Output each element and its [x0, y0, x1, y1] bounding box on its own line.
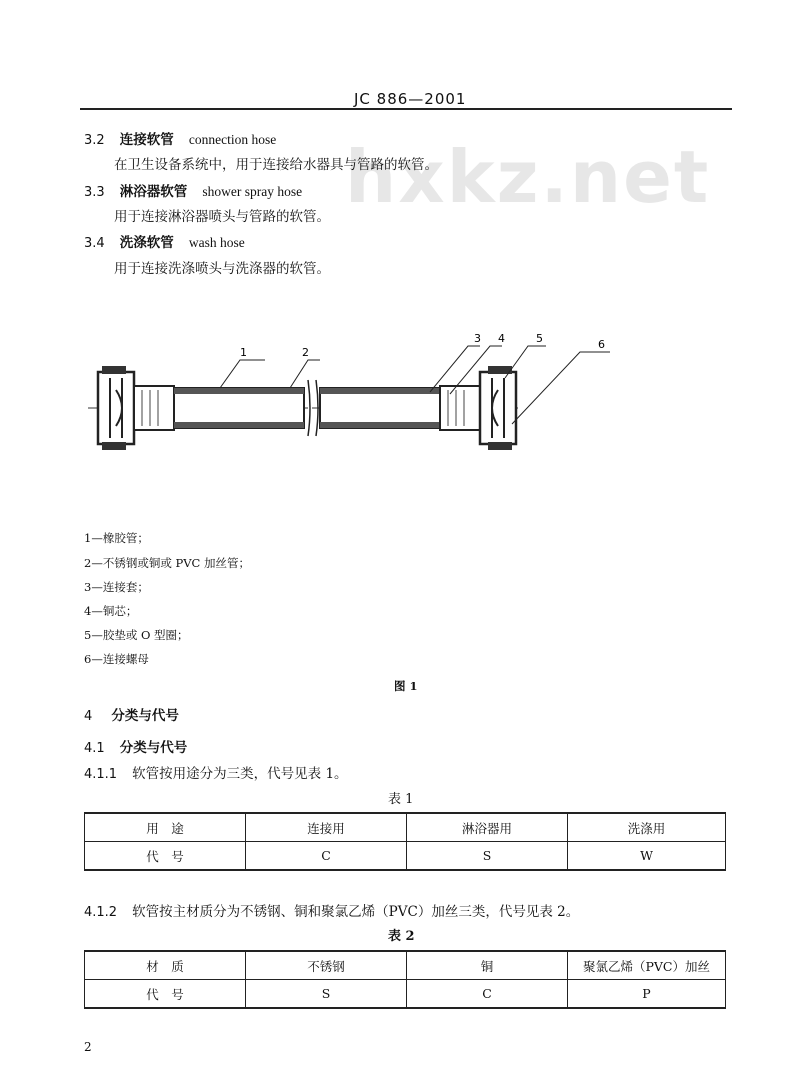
- section-3-2-heading: [84, 128, 276, 148]
- clause-title: 分类与代号: [119, 740, 188, 756]
- legend-item: 3—连接套；: [84, 580, 149, 594]
- callout-2: 2: [302, 346, 309, 359]
- table-cell: 洗涤用: [568, 813, 726, 842]
- table-cell: 不锈钢: [246, 951, 407, 980]
- table-cell: S: [246, 980, 407, 1009]
- table-cell: 淋浴器用: [407, 813, 568, 842]
- standard-code: JC 886—2001: [354, 90, 467, 108]
- callout-4: 4: [498, 332, 505, 345]
- section-title: 淋浴器软管: [119, 184, 188, 200]
- clause-number: 4.1: [84, 741, 105, 756]
- table-row: [85, 980, 726, 1009]
- header-rule: [80, 108, 732, 110]
- section-3-4-desc: 用于连接洗涤喷头与洗涤器的软管。: [114, 261, 330, 277]
- clause-4-1-heading: [84, 736, 187, 756]
- section-number: 3.4: [84, 236, 105, 251]
- section-number: 3.3: [84, 185, 105, 200]
- legend-item: 4—铜芯；: [84, 604, 138, 618]
- clause-text: 软管按主材质分为不锈钢、铜和聚氯乙烯（PVC）加丝三类，代号见表 2。: [132, 904, 580, 920]
- table-row: [85, 842, 726, 871]
- callout-6: 6: [598, 338, 605, 351]
- legend-item: 2—不锈钢或铜或 PVC 加丝管；: [84, 556, 250, 570]
- hose-right-segment: [320, 388, 440, 428]
- clause-number: 4.1.2: [84, 905, 118, 920]
- legend-item: 1—橡胶管；: [84, 531, 149, 545]
- watermark: hxkz.net: [345, 135, 711, 219]
- table-1-caption: 表 1: [388, 792, 414, 807]
- right-nut: [480, 366, 516, 450]
- table-cell: 代 号: [85, 980, 246, 1009]
- right-fitting: [440, 386, 480, 430]
- section-3-4-heading: [84, 231, 245, 251]
- table-2-caption: 表 2: [388, 929, 415, 944]
- clause-number: 4: [84, 709, 93, 724]
- section-number: 3.2: [84, 133, 105, 148]
- section-3-3-desc: 用于连接淋浴器喷头与管路的软管。: [114, 209, 330, 225]
- section-title-en: connection hose: [188, 132, 277, 147]
- table-cell: C: [246, 842, 407, 871]
- section-3-2-desc: 在卫生设备系统中，用于连接给水器具与管路的软管。: [114, 157, 438, 173]
- table-1: [84, 812, 726, 871]
- clause-4-1-1: [84, 762, 348, 782]
- page-number: 2: [84, 1040, 92, 1054]
- left-nut: [98, 366, 134, 450]
- table-cell: 聚氯乙烯（PVC）加丝: [568, 951, 726, 980]
- hose-left-segment: [174, 388, 304, 428]
- section-title-en: wash hose: [188, 235, 245, 250]
- callout-5: 5: [536, 332, 543, 345]
- section-title: 洗涤软管: [119, 235, 174, 251]
- table-cell: P: [568, 980, 726, 1009]
- hose-diagram: [80, 320, 640, 460]
- section-title: 连接软管: [119, 132, 174, 148]
- table-cell: 铜: [407, 951, 568, 980]
- callout-3: 3: [474, 332, 481, 345]
- callout-1: 1: [240, 346, 247, 359]
- table-row: [85, 951, 726, 980]
- table-cell: 连接用: [246, 813, 407, 842]
- clause-number: 4.1.1: [84, 767, 118, 782]
- table-cell: 用 途: [85, 813, 246, 842]
- table-cell: 材 质: [85, 951, 246, 980]
- section-3-3-heading: [84, 180, 302, 200]
- left-fitting: [134, 386, 174, 430]
- legend-item: 5—胶垫或 O 型圈；: [84, 628, 189, 642]
- table-cell: W: [568, 842, 726, 871]
- table-cell: 代 号: [85, 842, 246, 871]
- table-cell: C: [407, 980, 568, 1009]
- figure-caption: 图 1: [394, 679, 418, 693]
- table-cell: S: [407, 842, 568, 871]
- clause-title: 分类与代号: [111, 708, 179, 724]
- clause-text: 软管按用途分为三类，代号见表 1。: [132, 766, 348, 782]
- clause-4-heading: [84, 704, 179, 724]
- section-title-en: shower spray hose: [202, 184, 303, 199]
- clause-4-1-2: [84, 900, 579, 920]
- table-2: [84, 950, 726, 1009]
- table-row: [85, 813, 726, 842]
- legend-item: 6—连接螺母: [84, 652, 149, 666]
